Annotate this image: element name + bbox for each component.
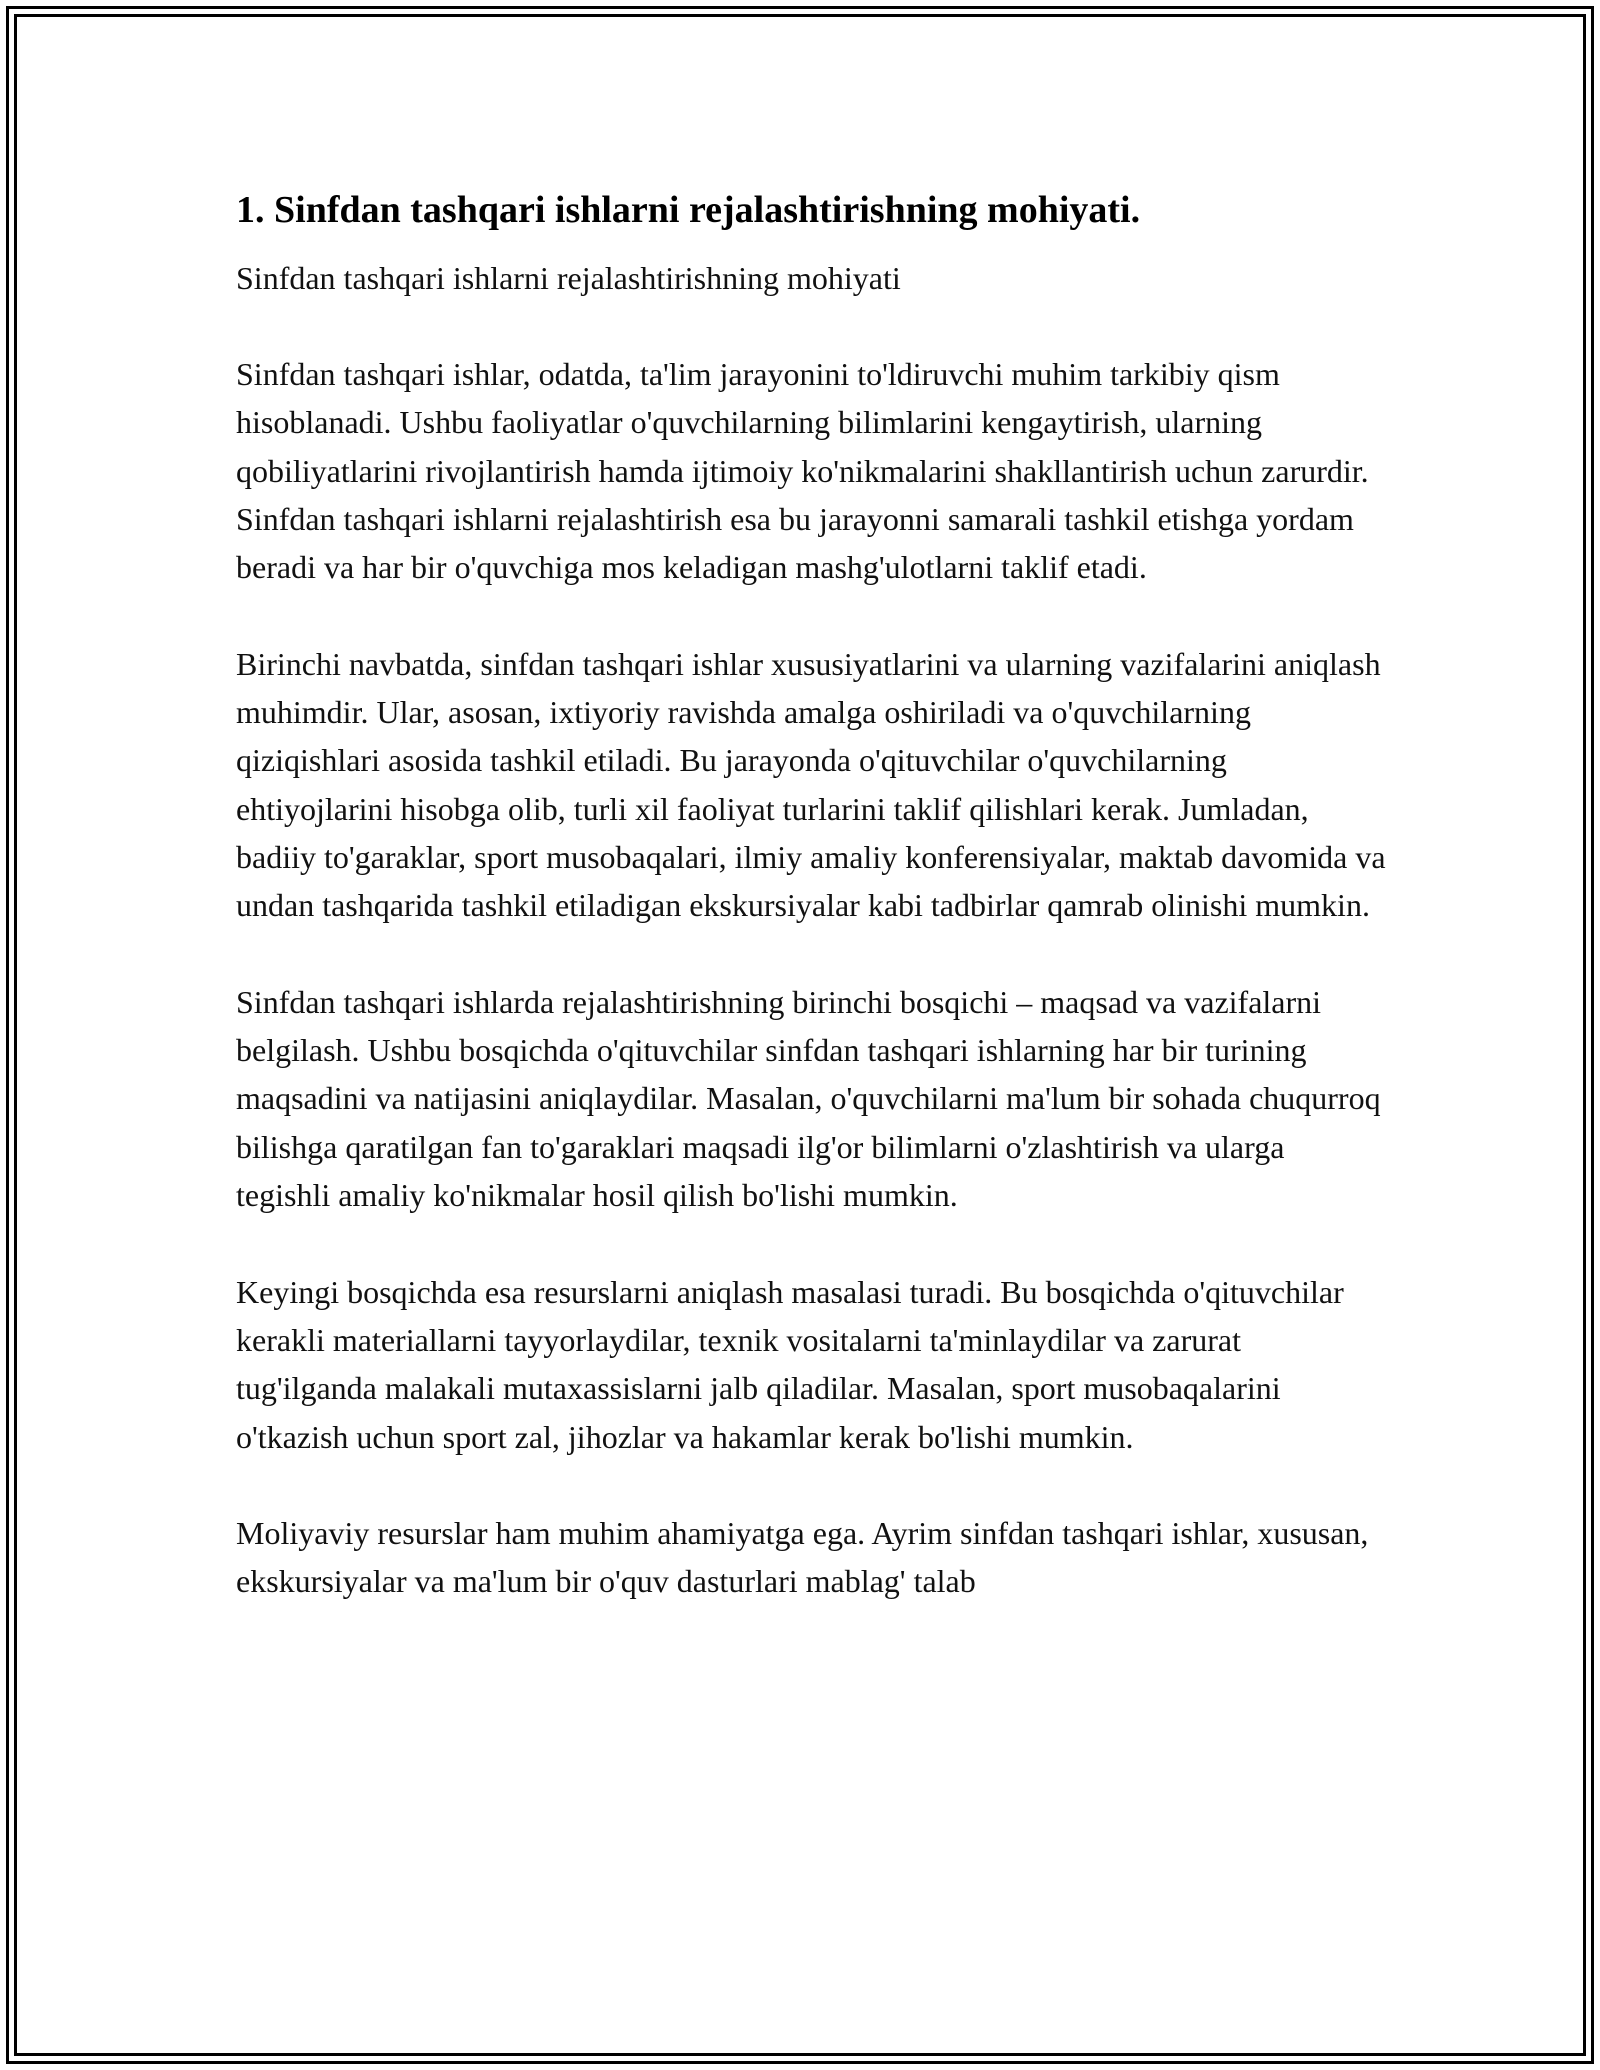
section-heading: 1. Sinfdan tashqari ishlarni rejalashtirishning mohiyati. (236, 189, 1141, 231)
paragraph-features: Birinchi navbatda, sinfdan tashqari ishlar xususiyatlarini va ularning vazifalarini aniqlash muhimdir. Ular, asosan, ixtiyoriy ravishda amalga oshiriladi va o'quvchilarning qiziqishlari asosida tashkil etiladi. Bu jarayonda o'qituvchilar o'quvchilarning ehtiyojlarini hisobga olib, turli xil faoliyat turlarini taklif qilishlari kerak. Jumladan, badiiy to'garaklar, sport musobaqalari, ilmiy amaliy konferensiyalar, maktab davomida va undan tashqarida tashkil etiladigan ekskursiyalar kabi tadbirlar qamrab olinishi mumkin. (236, 645, 1386, 924)
paragraph-goals: Sinfdan tashqari ishlarda rejalashtirishning birinchi bosqichi – maqsad va vazifalarni belgilash. Ushbu bosqichda o'qituvchilar sinfdan tashqari ishlarning har bir turining maqsadini va natijasini aniqlaydilar. Masalan, o'quvchilarni ma'lum bir sohada chuqurroq bilishga qaratilgan fan to'garaklari maqsadi ilg'or bilimlarni o'zlashtirish va ularga tegishli amaliy ko'nikmalar hosil qilish bo'lishi mumkin. (236, 983, 1381, 1214)
document-body (236, 186, 1386, 1654)
section-subtitle: Sinfdan tashqari ishlarni rejalashtirishning mohiyati (236, 260, 901, 296)
paragraph-resources: Keyingi bosqichda esa resurslarni aniqlash masalasi turadi. Bu bosqichda o'qituvchilar kerakli materiallarni tayyorlaydilar, texnik vositalarni ta'minlaydilar va zarurat tug'ilganda malakali mutaxassislarni jalb qiladilar. Masalan, sport musobaqalarini o'tkazish uchun sport zal, jihozlar va hakamlar kerak bo'lishi mumkin. (236, 1273, 1344, 1455)
paragraph-financial: Moliyaviy resurslar ham muhim ahamiyatga ega. Ayrim sinfdan tashqari ishlar, xususan, ekskursiyalar va ma'lum bir o'quv dasturlari mablag' talab (236, 1515, 1369, 1600)
paragraph-intro: Sinfdan tashqari ishlar, odatda, ta'lim jarayonini to'ldiruvchi muhim tarkibiy qism hisoblanadi. Ushbu faoliyatlar o'quvchilarning bilimlarini kengaytirish, ularning qobiliyatlarini rivojlantirish hamda ijtimoiy ko'nikmalarini shakllantirish uchun zarurdir. Sinfdan tashqari ishlarni rejalashtirish esa bu jarayonni samarali tashkil etishga yordam beradi va har bir o'quvchiga mos keladigan mashg'ulotlarni taklif etadi. (236, 356, 1369, 586)
